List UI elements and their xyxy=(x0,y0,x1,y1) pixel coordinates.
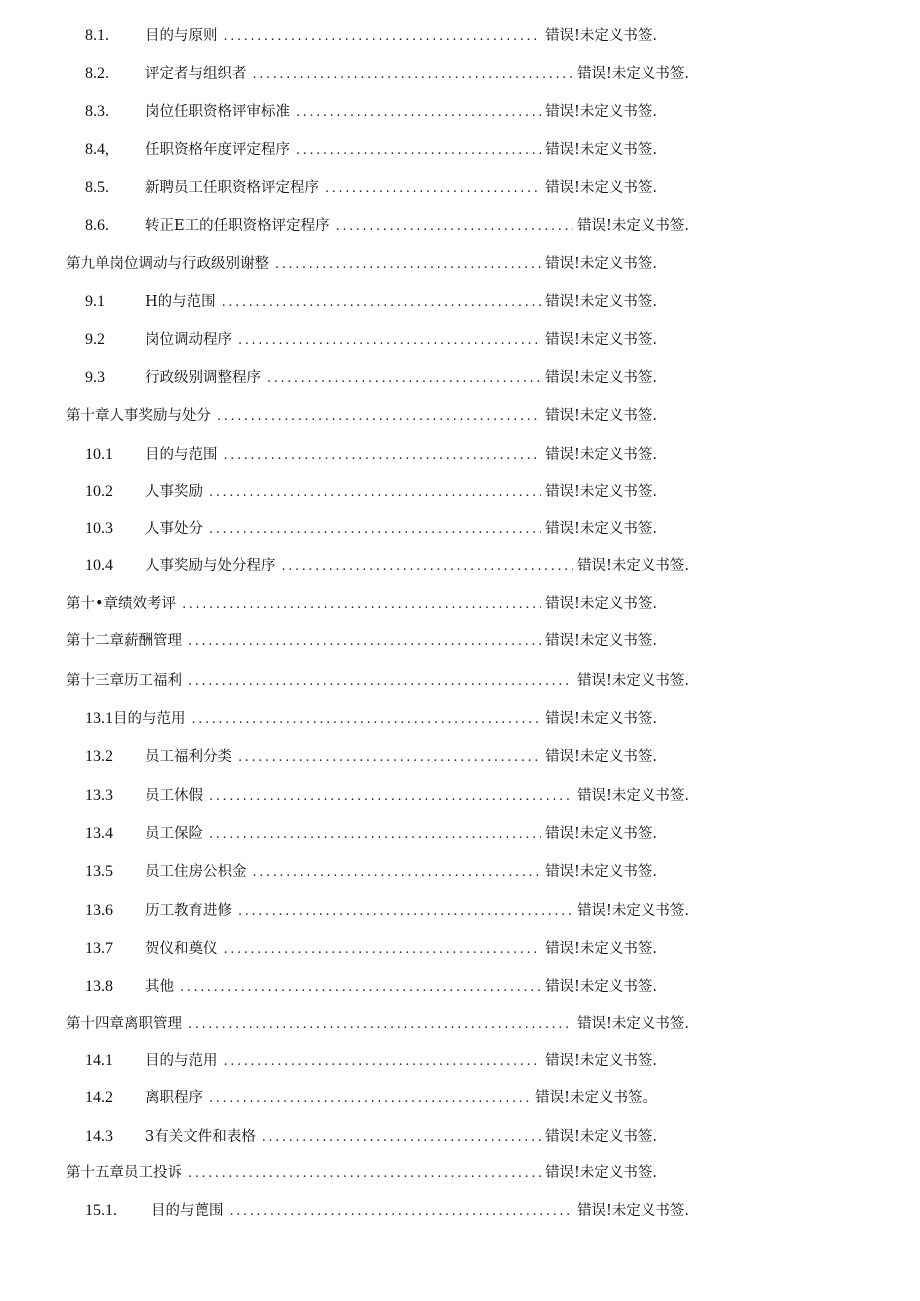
toc-dot-leader xyxy=(224,1050,542,1073)
toc-entry-number: 13.2 xyxy=(85,748,113,765)
toc-entry-number: 14.3 xyxy=(85,1128,113,1145)
toc-entry-title: 目的与蓖围 xyxy=(151,1203,224,1219)
toc-section-entry[interactable] xyxy=(85,975,657,999)
toc-entry-title: 目的与范用 xyxy=(113,711,186,727)
toc-page-ref: 错误!未定义书签. xyxy=(545,864,657,880)
toc-dot-leader xyxy=(182,593,541,616)
toc-entry-title: 员工住房公枳金 xyxy=(145,864,247,880)
toc-chapter-entry[interactable] xyxy=(66,629,657,653)
toc-page-ref: 错误!未定义书签. xyxy=(545,521,657,537)
toc-chapter-entry[interactable] xyxy=(66,1161,657,1185)
toc-page-ref: 错误!未定义书签. xyxy=(545,1053,657,1069)
toc-entry-title: 目的与范围 xyxy=(145,447,218,463)
toc-section-entry[interactable] xyxy=(85,1049,657,1073)
toc-page-ref: 错误!未定义书签. xyxy=(577,218,689,234)
toc-entry-title: 3有关文件和表格 xyxy=(145,1129,256,1145)
toc-chapter-entry[interactable] xyxy=(66,1012,689,1036)
toc-dot-leader xyxy=(209,518,541,541)
toc-section-entry[interactable] xyxy=(85,745,657,769)
toc-chapter-entry[interactable] xyxy=(66,592,657,616)
toc-entry-title: 第十四章离职管理 xyxy=(66,1016,182,1032)
toc-entry-number: 13.4 xyxy=(85,825,113,842)
toc-entry-title: 员工保险 xyxy=(145,826,203,842)
toc-entry-number: 10.2 xyxy=(85,483,113,500)
toc-page-ref: 错误!未定义书签. xyxy=(577,66,689,82)
toc-section-entry[interactable] xyxy=(85,860,657,884)
toc-dot-leader xyxy=(224,938,542,961)
toc-entry-title: 第十二章薪酬管理 xyxy=(66,633,182,649)
toc-dot-leader xyxy=(238,900,573,923)
toc-dot-leader xyxy=(192,708,542,731)
toc-entry-number: 13.3 xyxy=(85,787,113,804)
toc-section-entry[interactable] xyxy=(85,100,657,124)
toc-chapter-entry[interactable] xyxy=(66,669,689,693)
toc-chapter-entry[interactable] xyxy=(66,404,657,428)
toc-section-entry[interactable] xyxy=(85,480,657,504)
toc-page-ref: 错误!未定义书签. xyxy=(545,596,657,612)
toc-entry-number: 9.3 xyxy=(85,369,105,386)
toc-dot-leader xyxy=(188,630,541,653)
toc-section-entry[interactable] xyxy=(85,290,657,314)
toc-dot-leader xyxy=(253,861,542,884)
toc-dot-leader xyxy=(275,253,541,276)
toc-section-entry[interactable] xyxy=(85,899,689,923)
toc-section-entry[interactable] xyxy=(85,784,689,808)
toc-page-ref: 错误!未定义书签. xyxy=(577,903,689,919)
toc-page-ref: 错误!未定义书签. xyxy=(577,1016,689,1032)
toc-entry-title: H的与范围 xyxy=(145,294,216,310)
toc-entry-title: 行政级别调整程序 xyxy=(145,370,261,386)
toc-dot-leader xyxy=(188,1013,573,1036)
toc-dot-leader xyxy=(296,139,541,162)
toc-entry-title: 第十章人事奖励与处分 xyxy=(66,408,211,424)
toc-dot-leader xyxy=(217,405,541,428)
toc-page-ref: 错误!未定义书签. xyxy=(545,1165,657,1181)
toc-entry-number: 8.4, xyxy=(85,141,109,158)
toc-page-ref: 错误!未定义书签. xyxy=(577,673,689,689)
toc-dot-leader xyxy=(222,291,541,314)
toc-entry-title: 岗位任职资格评审标准 xyxy=(145,104,290,120)
toc-dot-leader xyxy=(224,444,542,467)
toc-dot-leader xyxy=(238,329,541,352)
toc-dot-leader xyxy=(209,823,541,846)
toc-section-entry[interactable] xyxy=(85,62,689,86)
toc-chapter-entry[interactable] xyxy=(66,252,657,276)
toc-page-ref: 错误!未定义书签. xyxy=(545,142,657,158)
toc-page-ref: 错误!未定义书签. xyxy=(545,180,657,196)
toc-entry-number: 8.1. xyxy=(85,27,109,44)
toc-entry-title: 目的与原则 xyxy=(145,28,218,44)
toc-entry-title: 第九单岗位调动与行政级别谢整 xyxy=(66,256,269,272)
toc-page-ref: 错误!未定义书签. xyxy=(545,332,657,348)
toc-section-entry[interactable] xyxy=(85,822,657,846)
toc-entry-title: 人事处分 xyxy=(145,521,203,537)
toc-section-entry[interactable] xyxy=(85,328,657,352)
toc-entry-number: 13.8 xyxy=(85,978,113,995)
toc-entry-number: 8.2. xyxy=(85,65,109,82)
toc-section-entry[interactable] xyxy=(85,517,657,541)
toc-section-entry[interactable] xyxy=(85,366,657,390)
toc-entry-number: 8.5. xyxy=(85,179,109,196)
toc-page-ref: 错误!未定义书签. xyxy=(545,941,657,957)
toc-section-entry[interactable] xyxy=(85,443,657,467)
toc-entry-title: 任职资格年度评定程序 xyxy=(145,142,290,158)
toc-entry-title: 评定者与组织者 xyxy=(145,66,247,82)
toc-entry-title: 转正E工的任职资格评定程序 xyxy=(145,218,330,234)
toc-page-ref: 错误!未定义书签. xyxy=(545,104,657,120)
toc-entry-title: 新聘员工任职资格评定程序 xyxy=(145,180,319,196)
toc-dot-leader xyxy=(267,367,541,390)
toc-dot-leader xyxy=(296,101,541,124)
toc-page-ref: 错误!未定义书签. xyxy=(577,1203,689,1219)
toc-section-entry[interactable] xyxy=(85,214,689,238)
toc-dot-leader xyxy=(209,1087,531,1110)
toc-section-entry[interactable] xyxy=(85,138,657,162)
toc-page-ref: 错误!未定义书签. xyxy=(545,633,657,649)
toc-entry-number: 13.7 xyxy=(85,940,113,957)
toc-entry-number: 15.1. xyxy=(85,1202,117,1219)
toc-dot-leader xyxy=(180,976,541,999)
toc-dot-leader xyxy=(230,1200,574,1223)
toc-page-ref: 错误!未定义书签. xyxy=(545,826,657,842)
toc-entry-number: 13.6 xyxy=(85,902,113,919)
toc-entry-title: 贺仪和奠仪 xyxy=(145,941,218,957)
toc-page-ref: 错误!未定义书签. xyxy=(545,294,657,310)
toc-dot-leader xyxy=(188,670,573,693)
toc-dot-leader xyxy=(262,1126,541,1149)
toc-entry-number: 9.1 xyxy=(85,293,105,310)
toc-entry-title: 离职程序 xyxy=(145,1090,203,1106)
toc-section-entry[interactable] xyxy=(85,1125,657,1149)
toc-section-entry[interactable] xyxy=(85,707,657,731)
toc-page-ref: 错误!未定义书签. xyxy=(545,447,657,463)
toc-page-ref: 错误!未定义书签. xyxy=(545,28,657,44)
toc-entry-title: 人事奖励与处分程序 xyxy=(145,558,276,574)
toc-section-entry[interactable] xyxy=(85,1086,657,1110)
toc-page-ref: 错误!未定义书签. xyxy=(545,408,657,424)
toc-entry-title: 其他 xyxy=(145,979,174,995)
toc-entry-title: 历工教育进修 xyxy=(145,903,232,919)
toc-page-ref: 错误!未定义书签. xyxy=(545,749,657,765)
toc-dot-leader xyxy=(188,1162,541,1185)
toc-entry-title: 第十三章历工福利 xyxy=(66,673,182,689)
toc-entry-title: 目的与范用 xyxy=(145,1053,218,1069)
toc-dot-leader xyxy=(238,746,541,769)
toc-page-ref: 错误!未定义书签. xyxy=(577,558,689,574)
toc-entry-number: 9.2 xyxy=(85,331,105,348)
toc-entry-number: 8.6. xyxy=(85,217,109,234)
toc-page-ref: 错误!未定义书签. xyxy=(545,256,657,272)
toc-page-ref: 错误!未定义书签. xyxy=(545,711,657,727)
toc-section-entry[interactable] xyxy=(85,554,689,578)
toc-entry-number: 10.4 xyxy=(85,557,113,574)
toc-entry-title: 岗位调动程序 xyxy=(145,332,232,348)
toc-entry-number: 10.1 xyxy=(85,446,113,463)
toc-dot-leader xyxy=(325,177,541,200)
toc-section-entry[interactable] xyxy=(85,1199,689,1223)
toc-entry-number: 10.3 xyxy=(85,520,113,537)
toc-page-ref: 错误!未定义书签. xyxy=(577,788,689,804)
toc-dot-leader xyxy=(209,481,541,504)
toc-dot-leader xyxy=(209,785,573,808)
toc-entry-number: 13.5 xyxy=(85,863,113,880)
toc-entry-number: 8.3. xyxy=(85,103,109,120)
toc-entry-title: 员工福利分类 xyxy=(145,749,232,765)
toc-dot-leader xyxy=(336,215,573,238)
toc-dot-leader xyxy=(224,25,542,48)
toc-entry-number: 13.1 xyxy=(85,710,113,727)
toc-section-entry[interactable] xyxy=(85,937,657,961)
toc-page-ref: 错误!未定义书签. xyxy=(545,370,657,386)
toc-page-ref: 错误!未定义书签. xyxy=(545,979,657,995)
toc-page-ref: 错误!未定义书签。 xyxy=(535,1090,657,1106)
toc-page-ref: 错误!未定义书签. xyxy=(545,1129,657,1145)
toc-dot-leader xyxy=(282,555,574,578)
toc-section-entry[interactable] xyxy=(85,24,657,48)
toc-entry-title: 第十五章员工投诉 xyxy=(66,1165,182,1181)
toc-entry-number: 14.2 xyxy=(85,1089,113,1106)
toc-entry-number: 14.1 xyxy=(85,1052,113,1069)
toc-page-ref: 错误!未定义书签. xyxy=(545,484,657,500)
toc-entry-title: 第十•章绩效考评 xyxy=(66,596,177,612)
toc-dot-leader xyxy=(253,63,574,86)
toc-section-entry[interactable] xyxy=(85,176,657,200)
toc-entry-title: 员工休假 xyxy=(145,788,203,804)
toc-entry-title: 人事奖励 xyxy=(145,484,203,500)
